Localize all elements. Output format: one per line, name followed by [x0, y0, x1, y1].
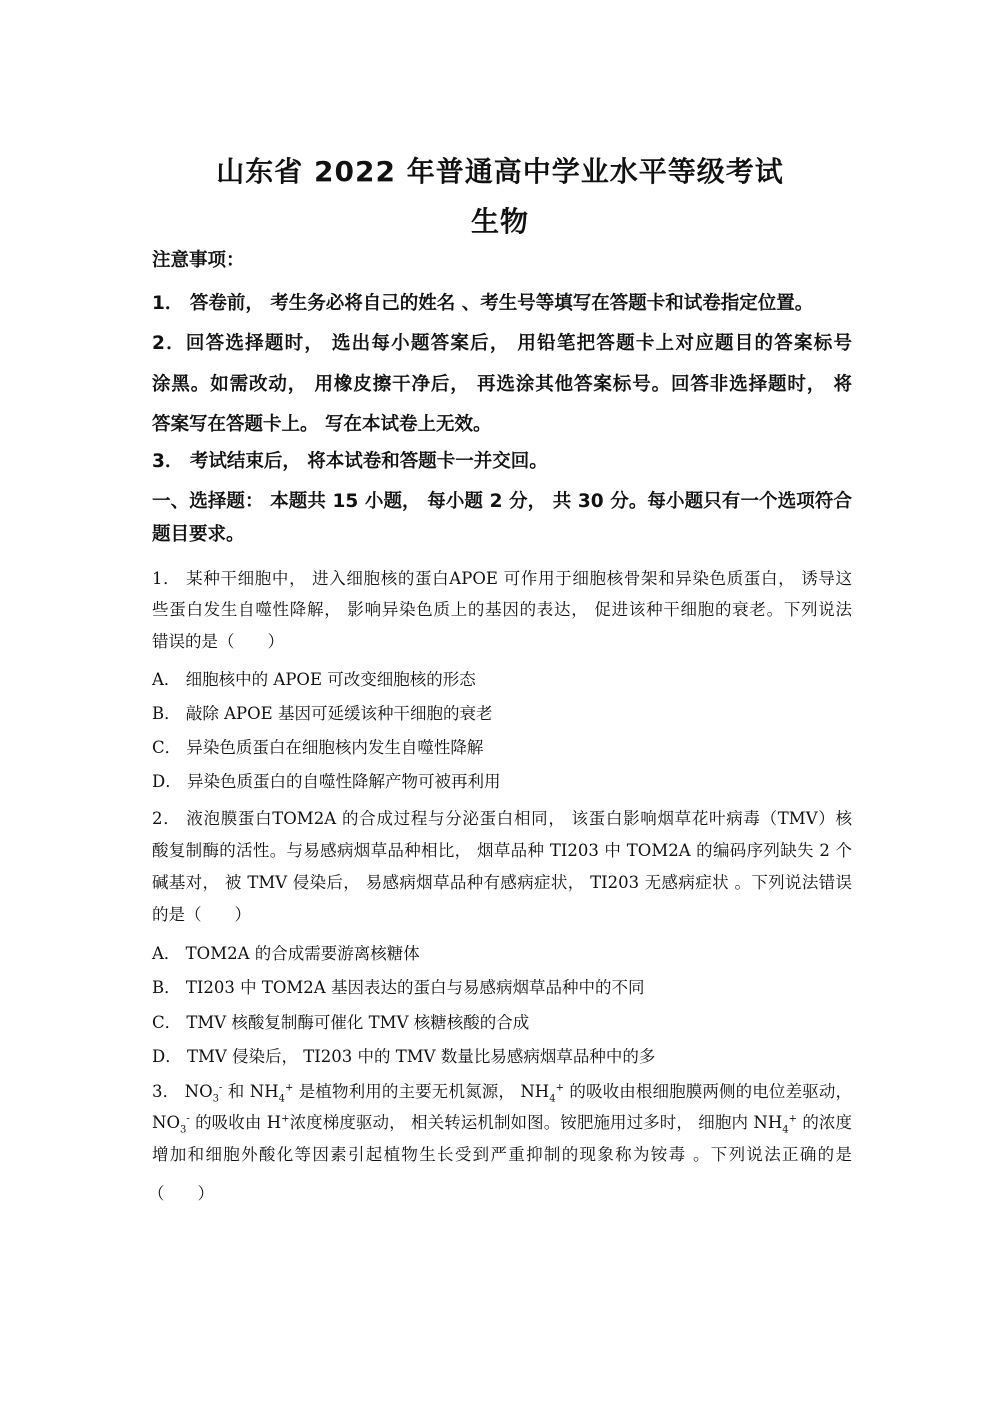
question-3-stem-line-3: 增加和细胞外酸化等因素引起植物生长受到严重抑制的现象称为铵毒 。下列说法正确的是 — [152, 1145, 852, 1164]
question-3-stem-line-2: $NO_3^-$ 的吸收由 H+浓度梯度驱动， 相关转运机制如图。铵肥施用过多时， 细胞内 $NH_4^+$ 的浓度 — [152, 1113, 852, 1136]
notice-item-3: 3． 考试结束后， 将本试卷和答题卡一并交回。 — [152, 451, 548, 472]
question-3-stem-line-1: 3． $NO_3^-$ 和 $NH_4^+$ 是植物利用的主要无机氮源， $NH_4^+$ 的吸收由根细胞膜两侧的电位差驱动， — [152, 1082, 852, 1105]
question-3-stem-line-4: （ ） — [148, 1184, 214, 1203]
question-1-option-c: C． 异染色质蛋白在细胞核内发生自噬性降解 — [152, 738, 484, 757]
question-2-option-d: D． TMV 侵染后， TI203 中的 TMV 数量比易感病烟草品种中的多 — [152, 1047, 656, 1066]
exam-title: 山东省 2022 年普通高中学业水平等级考试 — [216, 155, 784, 188]
question-1-option-b: B． 敲除 APOE 基因可延缓该种干细胞的衰老 — [152, 704, 493, 723]
question-2-option-a: A． TOM2A 的合成需要游离核糖体 — [152, 944, 420, 963]
subject-title: 生物 — [470, 205, 529, 238]
notice-item-2-line-3: 答案写在答题卡上。 写在本试卷上无效。 — [152, 414, 492, 435]
section-heading-line-2: 题目要求。 — [152, 524, 245, 545]
notice-item-1: 1． 答卷前， 考生务必将自己的姓名 、考生号等填写在答题卡和试卷指定位置。 — [152, 293, 814, 314]
question-1-stem-line-3: 错误的是（ ） — [152, 632, 284, 651]
notice-item-2-line-1: 2．回答选择题时， 选出每小题答案后， 用铅笔把答题卡上对应题目的答案标号 — [152, 333, 852, 354]
question-2-stem-line-1: 2． 液泡膜蛋白TOM2A 的合成过程与分泌蛋白相同， 该蛋白影响烟草花叶病毒（TMV）核 — [152, 809, 852, 828]
question-2-stem-line-3: 碱基对， 被 TMV 侵染后， 易感病烟草品种有感病症状， TI203 无感病症状 。下列说法错误 — [152, 873, 852, 892]
question-2-option-c: C． TMV 核酸复制酶可催化 TMV 核糖核酸的合成 — [152, 1013, 530, 1032]
notice-item-2-line-2: 涂黑。如需改动， 用橡皮擦干净后， 再选涂其他答案标号。回答非选择题时， 将 — [152, 374, 852, 395]
question-2-stem-line-2: 酸复制酶的活性。与易感病烟草品种相比， 烟草品种 TI203 中 TOM2A 的编码序列缺失 2 个 — [152, 841, 852, 860]
notice-heading: 注意事项： — [152, 250, 245, 271]
question-1-stem-line-1: 1． 某种干细胞中， 进入细胞核的蛋白APOE 可作用于细胞核骨架和异染色质蛋白， 诱导这 — [152, 569, 852, 588]
question-1-option-d: D． 异染色质蛋白的自噬性降解产物可被再利用 — [152, 772, 501, 791]
section-heading-line-1: 一、选择题： 本题共 15 小题， 每小题 2 分， 共 30 分。每小题只有一个选项符合 — [152, 491, 852, 512]
question-2-option-b: B． TI203 中 TOM2A 基因表达的蛋白与易感病烟草品种中的不同 — [152, 978, 645, 997]
question-1-option-a: A． 细胞核中的 APOE 可改变细胞核的形态 — [152, 670, 476, 689]
question-2-stem-line-4: 的是（ ） — [152, 905, 251, 924]
question-1-stem-line-2: 些蛋白发生自噬性降解， 影响异染色质上的基因的表达， 促进该种干细胞的衰老。下列说法 — [152, 600, 852, 619]
